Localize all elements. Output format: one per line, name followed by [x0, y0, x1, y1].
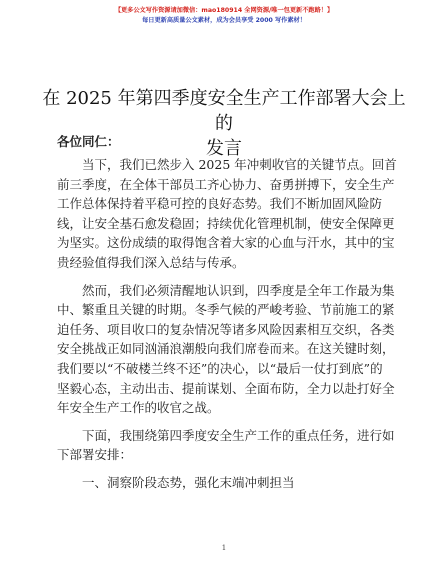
- text-line: 我们要以“不破楼兰终不还”的决心，以“最后一仗打到底”的: [57, 360, 383, 376]
- salutation: 各位同仁：: [57, 134, 120, 149]
- text-line: 坚毅心态，主动出击、提前谋划、全面布防，全力以赴打好全: [57, 380, 395, 396]
- text-line: 工作总体保持着平稳可控的良好态势。我们不断加固风险防: [57, 196, 383, 212]
- section-heading-1: 一、洞察阶段态势，强化末端冲刺担当: [82, 474, 295, 490]
- text-line: 贵经验值得我们深入总结与传承。: [57, 254, 245, 270]
- text-line: 当下，我们已然步入 2025 年冲刺收官的关键节点。回首: [82, 157, 397, 172]
- text-line: 然而，我们必须清醒地认识到，四季度是全年工作最为集: [82, 282, 395, 298]
- paragraph-3: [57, 426, 395, 465]
- paragraph-1: [57, 155, 397, 273]
- text-line: 下部署安排：: [57, 447, 133, 463]
- resource-banner: [0, 6, 448, 26]
- title-line-1: 在 2025 年第四季度安全生产工作部署大会上的: [42, 88, 406, 134]
- text-line: 线，让安全基石愈发稳固；持续优化管理机制，使安全保障更: [57, 215, 395, 231]
- text-line: 迫任务、项目收口的复杂情况等诸多风险因素相互交织，各类: [57, 321, 395, 337]
- title-line-2: 发言: [206, 138, 242, 159]
- text-line: 中、繁重且关键的时期。冬季气候的严峻考验、节前施工的紧: [57, 302, 395, 318]
- text-line: 年安全生产工作的收官之战。: [57, 400, 220, 416]
- text-line: 下面，我围绕第四季度安全生产工作的重点任务，进行如: [82, 427, 395, 443]
- paragraph-2: [57, 281, 395, 418]
- banner-line-2: 每日更新高质量公文素材，成为会员享受 2000 写作素材！: [142, 17, 306, 24]
- page-number: 1: [221, 544, 227, 552]
- text-line: 为坚实。这份成绩的取得饱含着大家的心血与汗水，其中的宝: [57, 235, 395, 251]
- text-line: 前三季度，在全体干部员工齐心协力、奋勇拼搏下，安全生产: [57, 176, 395, 192]
- banner-line-1: 【更多公文写作资源请加微信：mao180914 全网资源/唯一包更新不跑路！】: [114, 7, 334, 14]
- text-line: 安全挑战正如同汹涌浪潮般向我们席卷而来。在这关键时刻，: [57, 341, 395, 357]
- document-body: [57, 155, 397, 501]
